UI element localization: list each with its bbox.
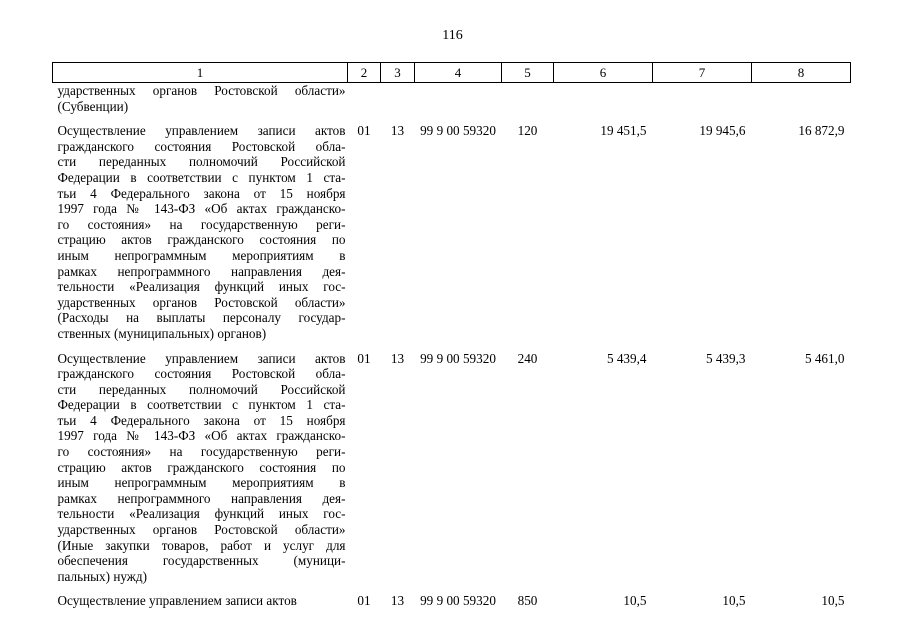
amount-year-3-cell: 5 461,0 (804, 350, 845, 366)
expense-name-line: рамках непрограммного направления дея- (57, 490, 346, 506)
budget-table (52, 62, 851, 609)
expense-name-line: гражданского состояния Ростовской обла- (57, 366, 346, 382)
expense-type-cell: 240 (517, 350, 538, 366)
header-col-4: 4 (415, 63, 502, 83)
razdel-cell (348, 83, 381, 115)
expense-name-line: тьи 4 Федерального закона от 15 ноября (57, 412, 346, 428)
expense-name-line: сти переданных полномочий Российской (57, 381, 346, 397)
expense-name-line: иным непрограммным мероприятиям в (57, 247, 346, 263)
amount-year-1-cell (554, 83, 653, 115)
expense-name-line: Федерации в соответствии с пунктом 1 ста- (57, 397, 346, 413)
expense-name-line: страцию актов гражданского состояния по (57, 232, 346, 248)
amount-year-2-cell: 19 945,6 (699, 123, 746, 139)
podrazdel-cell: 13 (390, 350, 405, 366)
amount-year-1-cell: 10,5 (623, 593, 647, 609)
expense-name-line: (Расходы на выплаты персоналу государ- (57, 310, 346, 326)
expense-name-line: Осуществление управлением записи актов (57, 593, 297, 609)
expense-name-line: тьи 4 Федерального закона от 15 ноября (57, 185, 346, 201)
expense-name-line: Осуществление управлением записи актов (57, 123, 346, 139)
podrazdel-cell: 13 (390, 123, 405, 139)
table-row (53, 342, 851, 585)
header-row (53, 63, 851, 83)
amount-year-1-cell: 5 439,4 (606, 350, 647, 366)
header-col-2: 2 (348, 63, 381, 83)
amount-year-2-cell (653, 83, 752, 115)
header-col-3: 3 (381, 63, 415, 83)
header-col-8: 8 (752, 63, 851, 83)
target-article-cell: 99 9 00 59320 (420, 350, 496, 366)
expense-name-cell (53, 342, 348, 585)
razdel-cell: 01 (357, 593, 371, 609)
header-col-6: 6 (554, 63, 653, 83)
target-article-cell (415, 83, 502, 115)
expense-name-line: Осуществление управлением записи актов (57, 350, 346, 366)
expense-name-cell (53, 114, 348, 341)
expense-name-line: ударственных органов Ростовской области» (57, 83, 346, 98)
table-body (53, 83, 851, 610)
target-article-cell: 99 9 00 59320 (420, 123, 496, 139)
expense-name-line: сти переданных полномочий Российской (57, 154, 346, 170)
podrazdel-cell: 13 (390, 593, 405, 609)
header-col-1: 1 (53, 63, 348, 83)
expense-type-cell (502, 83, 554, 115)
expense-name-line: пальных) нужд) (57, 568, 148, 584)
expense-name-line: 1997 года № 143-ФЗ «Об актах гражданско- (57, 201, 346, 217)
expense-name-line: Федерации в соответствии с пунктом 1 ста- (57, 169, 346, 185)
table-row (53, 114, 851, 341)
expense-name-line: гражданского состояния Ростовской обла- (57, 138, 346, 154)
page-number: 116 (442, 28, 463, 43)
podrazdel-cell (381, 83, 415, 115)
expense-name-line: ударственных органов Ростовской области» (57, 522, 346, 538)
amount-year-3-cell: 10,5 (821, 593, 845, 609)
expense-name-line: го состояния» на государственную реги- (57, 216, 346, 232)
expense-name-line: обеспечения государственных (муници- (57, 553, 346, 569)
amount-year-3-cell (752, 83, 851, 115)
expense-name-line: рамках непрограммного направления дея- (57, 263, 346, 279)
expense-name-line: страцию актов гражданского состояния по (57, 459, 346, 475)
expense-name-line: тельности «Реализация функций иных гос- (57, 506, 346, 522)
amount-year-2-cell: 10,5 (722, 593, 746, 609)
razdel-cell: 01 (357, 123, 371, 139)
table-header (53, 63, 851, 83)
expense-name-cell (53, 584, 348, 609)
expense-name-line: (Иные закупки товаров, работ и услуг для (57, 537, 346, 553)
header-col-5: 5 (502, 63, 554, 83)
amount-year-3-cell: 16 872,9 (798, 123, 845, 139)
expense-type-cell: 850 (517, 593, 538, 609)
target-article-cell: 99 9 00 59320 (420, 593, 496, 609)
expense-name-line: иным непрограммным мероприятиям в (57, 475, 346, 491)
expense-name-line: ственных (муниципальных) органов) (57, 325, 267, 341)
expense-name-line: ударственных органов Ростовской области» (57, 294, 346, 310)
header-col-7: 7 (653, 63, 752, 83)
razdel-cell: 01 (357, 350, 371, 366)
amount-year-2-cell: 5 439,3 (705, 350, 746, 366)
table-row (53, 83, 851, 115)
expense-name-line: (Субвенции) (57, 98, 129, 114)
expense-name-cell (53, 83, 348, 115)
expense-name-line: 1997 года № 143-ФЗ «Об актах гражданско- (57, 428, 346, 444)
expense-name-line: го состояния» на государственную реги- (57, 444, 346, 460)
amount-year-1-cell: 19 451,5 (600, 123, 647, 139)
expense-name-line: тельности «Реализация функций иных гос- (57, 279, 346, 295)
expense-type-cell: 120 (517, 123, 538, 139)
table-row (53, 584, 851, 609)
